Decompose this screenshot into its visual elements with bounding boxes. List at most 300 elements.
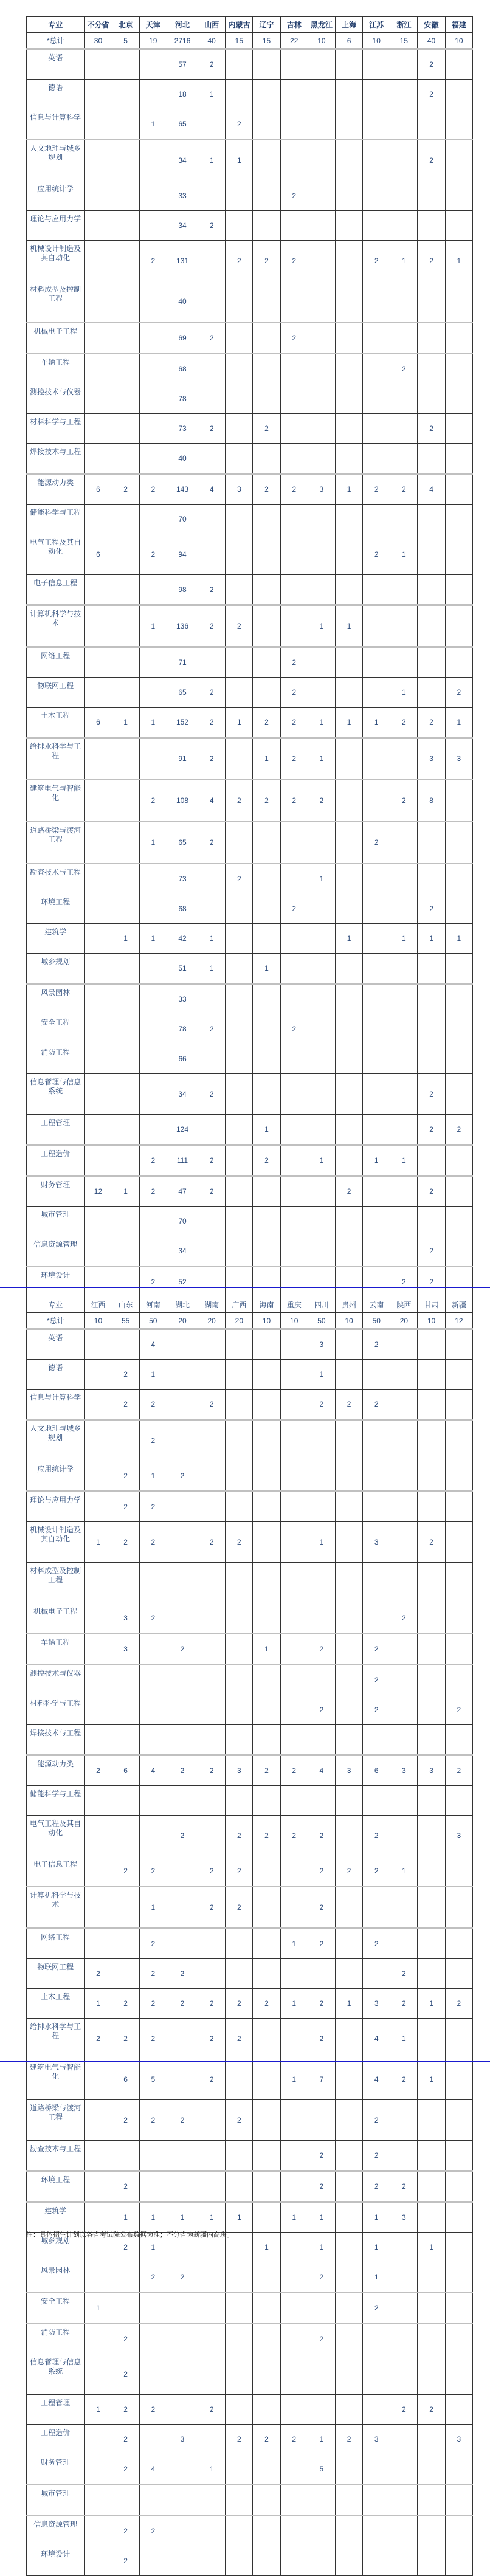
quota-cell xyxy=(226,1176,253,1207)
major-name: 网络工程 xyxy=(27,647,85,678)
quota-cell xyxy=(198,2100,226,2141)
quota-cell xyxy=(253,894,280,924)
quota-cell xyxy=(112,1887,139,1929)
quota-cell: 1 xyxy=(139,1360,167,1390)
quota-cell xyxy=(280,1695,308,1725)
quota-cell xyxy=(226,1492,253,1522)
table-row xyxy=(27,2354,473,2395)
quota-cell: 1 xyxy=(139,708,167,738)
quota-cell xyxy=(280,354,308,384)
quota-cell xyxy=(253,2546,280,2576)
quota-cell xyxy=(226,534,253,575)
quota-cell xyxy=(335,1014,362,1044)
quota-cell: 2 xyxy=(280,780,308,822)
quota-cell: 1 xyxy=(253,2233,280,2262)
quota-cell xyxy=(280,281,308,323)
quota-cell xyxy=(198,1603,226,1634)
quota-cell: 2 xyxy=(112,1360,139,1390)
quota-cell xyxy=(85,2425,112,2454)
quota-cell: 2 xyxy=(139,1522,167,1563)
major-name: 机械设计制造及其自动化 xyxy=(27,241,85,281)
table-row xyxy=(27,2324,473,2354)
major-name: 电子信息工程 xyxy=(27,575,85,605)
table-row xyxy=(27,1176,473,1207)
quota-cell xyxy=(445,954,472,984)
quota-cell xyxy=(198,1665,226,1695)
quota-cell xyxy=(112,1044,139,1074)
quota-cell: 65 xyxy=(167,109,198,140)
major-name: 建筑电气与智能化 xyxy=(27,2059,85,2100)
major-name: 信息与计算科学 xyxy=(27,1390,85,1420)
quota-cell xyxy=(167,1420,198,1461)
quota-cell xyxy=(85,1420,112,1461)
quota-cell xyxy=(139,1044,167,1074)
quota-cell: 2 xyxy=(363,474,390,505)
quota-cell xyxy=(418,109,445,140)
quota-cell: 2 xyxy=(198,1989,226,2019)
quota-cell: 2 xyxy=(308,1695,335,1725)
quota-cell: 2 xyxy=(363,1695,390,1725)
quota-cell xyxy=(280,1665,308,1695)
quota-cell: 1 xyxy=(198,924,226,954)
quota-cell xyxy=(418,2202,445,2233)
total-row xyxy=(27,1313,473,1329)
quota-cell: 2 xyxy=(226,780,253,822)
quota-cell xyxy=(445,1044,472,1074)
province-column-header: 陕西 xyxy=(390,1297,418,1313)
quota-cell xyxy=(139,894,167,924)
quota-cell xyxy=(226,1725,253,1755)
total-cell: 20 xyxy=(167,1313,198,1329)
quota-cell xyxy=(335,1603,362,1634)
quota-cell xyxy=(280,1959,308,1989)
quota-cell xyxy=(445,1176,472,1207)
quota-cell xyxy=(335,2019,362,2059)
quota-cell xyxy=(335,678,362,708)
table-row xyxy=(27,1044,473,1074)
quota-cell: 2 xyxy=(253,414,280,444)
quota-cell xyxy=(167,1603,198,1634)
quota-cell xyxy=(308,2100,335,2141)
major-name: 计算机科学与技术 xyxy=(27,1887,85,1929)
quota-cell xyxy=(280,1329,308,1360)
quota-cell: 4 xyxy=(308,1755,335,1786)
quota-cell: 4 xyxy=(418,474,445,505)
quota-cell: 1 xyxy=(253,1634,280,1665)
quota-cell xyxy=(418,605,445,647)
quota-cell xyxy=(167,1329,198,1360)
quota-cell xyxy=(85,2202,112,2233)
quota-cell xyxy=(445,2516,472,2546)
quota-cell: 2 xyxy=(363,2100,390,2141)
table-row xyxy=(27,738,473,780)
quota-cell xyxy=(167,2019,198,2059)
quota-cell: 2 xyxy=(198,1014,226,1044)
quota-cell xyxy=(418,647,445,678)
quota-cell xyxy=(280,2354,308,2395)
major-name: 环境工程 xyxy=(27,894,85,924)
quota-cell xyxy=(335,241,362,281)
quota-cell xyxy=(167,1887,198,1929)
quota-cell: 4 xyxy=(139,1329,167,1360)
quota-cell: 2 xyxy=(198,211,226,241)
quota-cell: 2 xyxy=(390,708,418,738)
total-cell: 22 xyxy=(280,33,308,49)
quota-cell xyxy=(363,1887,390,1929)
quota-cell xyxy=(85,1695,112,1725)
table-row xyxy=(27,80,473,109)
quota-cell xyxy=(253,1695,280,1725)
quota-cell xyxy=(335,2485,362,2516)
quota-cell xyxy=(85,575,112,605)
quota-cell: 57 xyxy=(167,49,198,80)
quota-cell: 1 xyxy=(139,822,167,864)
quota-cell xyxy=(253,1461,280,1492)
quota-cell xyxy=(445,1390,472,1420)
quota-cell: 1 xyxy=(445,708,472,738)
province-column-header: 云南 xyxy=(363,1297,390,1313)
quota-cell xyxy=(363,444,390,474)
quota-cell xyxy=(308,2354,335,2395)
quota-cell: 1 xyxy=(139,1887,167,1929)
quota-cell xyxy=(335,1420,362,1461)
table-row xyxy=(27,2395,473,2425)
page-break-line xyxy=(0,1287,490,1288)
quota-cell xyxy=(85,80,112,109)
quota-cell xyxy=(226,384,253,414)
quota-cell xyxy=(167,2324,198,2354)
quota-cell xyxy=(253,1236,280,1267)
quota-cell: 1 xyxy=(139,2202,167,2233)
quota-cell: 1 xyxy=(139,2233,167,2262)
quota-cell xyxy=(112,822,139,864)
quota-cell xyxy=(335,1329,362,1360)
quota-cell xyxy=(253,2324,280,2354)
province-column-header: 不分省 xyxy=(85,17,112,33)
quota-cell xyxy=(112,140,139,181)
quota-cell: 6 xyxy=(363,1755,390,1786)
quota-cell: 1 xyxy=(335,708,362,738)
quota-cell xyxy=(85,2324,112,2354)
province-column-header: 上海 xyxy=(335,17,362,33)
quota-cell xyxy=(418,575,445,605)
quota-cell xyxy=(445,1725,472,1755)
quota-cell xyxy=(445,984,472,1014)
quota-cell xyxy=(85,984,112,1014)
quota-cell xyxy=(85,1665,112,1695)
quota-cell xyxy=(139,2141,167,2171)
quota-cell: 2 xyxy=(167,1634,198,1665)
quota-cell: 2 xyxy=(418,2395,445,2425)
quota-cell xyxy=(390,822,418,864)
table-row xyxy=(27,2141,473,2171)
province-column-header: 福建 xyxy=(445,17,472,33)
quota-cell: 3 xyxy=(363,1989,390,2019)
quota-cell: 8 xyxy=(418,780,445,822)
quota-cell xyxy=(363,281,390,323)
quota-cell: 2 xyxy=(418,414,445,444)
quota-cell xyxy=(198,1695,226,1725)
quota-cell xyxy=(335,109,362,140)
quota-cell: 1 xyxy=(112,2202,139,2233)
quota-cell xyxy=(112,864,139,894)
quota-cell xyxy=(335,2100,362,2141)
province-column-header: 四川 xyxy=(308,1297,335,1313)
quota-cell xyxy=(167,2354,198,2395)
quota-cell xyxy=(418,281,445,323)
quota-cell xyxy=(253,1563,280,1603)
quota-cell: 2 xyxy=(335,1176,362,1207)
table-row xyxy=(27,181,473,211)
quota-cell xyxy=(363,1207,390,1236)
quota-cell xyxy=(226,414,253,444)
quota-cell xyxy=(85,1207,112,1236)
quota-cell xyxy=(335,2202,362,2233)
major-name: 理论与应用力学 xyxy=(27,1492,85,1522)
quota-cell xyxy=(445,1267,472,1297)
quota-cell: 2 xyxy=(363,822,390,864)
quota-cell xyxy=(363,505,390,534)
total-cell: 10 xyxy=(363,33,390,49)
quota-cell: 2 xyxy=(418,80,445,109)
quota-cell: 1 xyxy=(198,2202,226,2233)
quota-cell: 2 xyxy=(308,1856,335,1887)
quota-cell: 2 xyxy=(112,2546,139,2576)
quota-cell xyxy=(363,1461,390,1492)
province-column-header: 湖北 xyxy=(167,1297,198,1313)
table-row xyxy=(27,2425,473,2454)
quota-cell xyxy=(139,2293,167,2324)
quota-cell xyxy=(139,505,167,534)
quota-cell: 131 xyxy=(167,241,198,281)
quota-cell xyxy=(139,1725,167,1755)
quota-cell xyxy=(418,1603,445,1634)
quota-cell xyxy=(390,605,418,647)
quota-cell: 34 xyxy=(167,211,198,241)
quota-cell xyxy=(85,2454,112,2485)
quota-cell: 2 xyxy=(363,2171,390,2202)
quota-cell xyxy=(139,181,167,211)
quota-cell xyxy=(308,2293,335,2324)
quota-cell xyxy=(445,1492,472,1522)
quota-cell xyxy=(85,954,112,984)
quota-cell xyxy=(139,1695,167,1725)
quota-cell xyxy=(363,954,390,984)
quota-cell: 2 xyxy=(308,1816,335,1856)
quota-cell xyxy=(198,534,226,575)
quota-cell xyxy=(112,281,139,323)
quota-cell xyxy=(280,2141,308,2171)
quota-cell: 2 xyxy=(112,2100,139,2141)
quota-cell xyxy=(445,2395,472,2425)
quota-cell xyxy=(390,2485,418,2516)
quota-cell xyxy=(112,1929,139,1959)
footnote: 注：具体招生计划以各省考试院公布数据为准；不分省为新疆内高班。 xyxy=(26,2231,233,2239)
quota-cell xyxy=(198,2516,226,2546)
major-name: 储能科学与工程 xyxy=(27,505,85,534)
province-column-header: 江苏 xyxy=(363,17,390,33)
quota-cell xyxy=(198,1959,226,1989)
quota-cell: 2 xyxy=(139,2516,167,2546)
quota-cell xyxy=(335,1665,362,1695)
quota-cell xyxy=(280,444,308,474)
quota-cell xyxy=(112,2141,139,2171)
table-row xyxy=(27,1074,473,1115)
quota-cell: 2 xyxy=(363,241,390,281)
quota-cell xyxy=(85,1603,112,1634)
quota-cell: 2 xyxy=(198,1390,226,1420)
quota-cell xyxy=(335,1492,362,1522)
quota-cell xyxy=(445,605,472,647)
quota-cell xyxy=(139,49,167,80)
quota-cell: 70 xyxy=(167,1207,198,1236)
quota-cell: 2 xyxy=(139,1929,167,1959)
quota-cell xyxy=(418,2324,445,2354)
quota-cell xyxy=(308,924,335,954)
quota-cell: 33 xyxy=(167,181,198,211)
quota-cell xyxy=(280,1176,308,1207)
quota-cell xyxy=(167,2141,198,2171)
quota-cell xyxy=(226,2324,253,2354)
quota-cell xyxy=(418,2293,445,2324)
quota-cell xyxy=(226,2395,253,2425)
quota-cell xyxy=(308,2516,335,2546)
quota-cell xyxy=(139,864,167,894)
quota-cell: 2 xyxy=(198,2019,226,2059)
quota-cell xyxy=(363,1959,390,1989)
quota-cell xyxy=(335,1929,362,1959)
quota-cell xyxy=(139,575,167,605)
quota-cell xyxy=(308,1563,335,1603)
quota-cell xyxy=(198,1207,226,1236)
quota-cell xyxy=(226,1786,253,1816)
quota-cell xyxy=(139,354,167,384)
quota-cell: 2 xyxy=(280,241,308,281)
quota-cell: 1 xyxy=(280,1929,308,1959)
quota-cell: 3 xyxy=(308,1329,335,1360)
quota-cell xyxy=(226,281,253,323)
quota-cell xyxy=(390,1634,418,1665)
quota-cell xyxy=(445,2019,472,2059)
quota-cell: 108 xyxy=(167,780,198,822)
total-cell: 40 xyxy=(418,33,445,49)
quota-cell: 2 xyxy=(167,1816,198,1856)
quota-cell xyxy=(85,678,112,708)
quota-cell xyxy=(280,1634,308,1665)
quota-cell: 2 xyxy=(363,1329,390,1360)
quota-cell xyxy=(445,894,472,924)
quota-cell: 65 xyxy=(167,822,198,864)
quota-cell xyxy=(308,1959,335,1989)
quota-cell xyxy=(253,2202,280,2233)
quota-cell: 2 xyxy=(112,1461,139,1492)
quota-cell xyxy=(308,1115,335,1145)
quota-cell: 94 xyxy=(167,534,198,575)
quota-cell xyxy=(85,1461,112,1492)
quota-cell xyxy=(390,2425,418,2454)
quota-cell xyxy=(112,984,139,1014)
quota-cell xyxy=(198,1816,226,1856)
table-row xyxy=(27,140,473,181)
quota-cell xyxy=(418,505,445,534)
quota-cell xyxy=(226,894,253,924)
quota-cell xyxy=(418,444,445,474)
quota-cell xyxy=(112,323,139,354)
quota-cell xyxy=(445,211,472,241)
quota-cell xyxy=(280,505,308,534)
quota-cell: 2 xyxy=(112,1390,139,1420)
quota-cell: 1 xyxy=(445,924,472,954)
quota-cell: 40 xyxy=(167,281,198,323)
quota-cell xyxy=(226,2059,253,2100)
quota-cell xyxy=(390,181,418,211)
quota-cell xyxy=(253,80,280,109)
quota-cell xyxy=(335,444,362,474)
quota-cell xyxy=(335,80,362,109)
quota-cell xyxy=(390,1420,418,1461)
quota-cell: 1 xyxy=(112,924,139,954)
quota-cell xyxy=(226,1207,253,1236)
quota-cell xyxy=(85,894,112,924)
quota-cell: 2 xyxy=(226,2425,253,2454)
quota-cell: 2 xyxy=(390,474,418,505)
quota-cell: 2 xyxy=(167,1989,198,2019)
quota-cell xyxy=(445,2202,472,2233)
quota-cell xyxy=(167,2485,198,2516)
table-row xyxy=(27,780,473,822)
quota-cell: 2 xyxy=(280,323,308,354)
quota-cell xyxy=(226,1959,253,1989)
quota-cell xyxy=(418,384,445,414)
quota-cell xyxy=(226,2485,253,2516)
quota-cell xyxy=(418,2546,445,2576)
quota-cell xyxy=(418,211,445,241)
quota-cell: 2 xyxy=(139,2262,167,2293)
quota-cell xyxy=(253,2354,280,2395)
quota-cell xyxy=(390,444,418,474)
major-name: 信息管理与信息系统 xyxy=(27,1074,85,1115)
major-name: 风景园林 xyxy=(27,984,85,1014)
major-name: 土木工程 xyxy=(27,708,85,738)
quota-cell: 2 xyxy=(139,1390,167,1420)
quota-cell xyxy=(280,109,308,140)
quota-cell xyxy=(226,954,253,984)
quota-cell xyxy=(363,678,390,708)
quota-cell xyxy=(85,1115,112,1145)
total-cell: 20 xyxy=(390,1313,418,1329)
quota-cell xyxy=(226,181,253,211)
quota-cell xyxy=(112,1267,139,1297)
quota-cell: 1 xyxy=(390,534,418,575)
quota-cell xyxy=(445,1207,472,1236)
province-column-header: 天津 xyxy=(139,17,167,33)
quota-cell: 2 xyxy=(363,2141,390,2171)
quota-cell xyxy=(253,864,280,894)
quota-cell: 34 xyxy=(167,1074,198,1115)
quota-cell xyxy=(112,1329,139,1360)
quota-cell: 3 xyxy=(418,1755,445,1786)
quota-cell xyxy=(139,444,167,474)
quota-cell xyxy=(85,2171,112,2202)
major-name: 测控技术与仪器 xyxy=(27,384,85,414)
quota-cell: 1 xyxy=(253,954,280,984)
quota-cell xyxy=(253,647,280,678)
major-name: 焊接技术与工程 xyxy=(27,444,85,474)
quota-cell xyxy=(280,2454,308,2485)
major-name: 财务管理 xyxy=(27,1176,85,1207)
quota-cell: 2 xyxy=(167,2262,198,2293)
quota-cell xyxy=(308,80,335,109)
